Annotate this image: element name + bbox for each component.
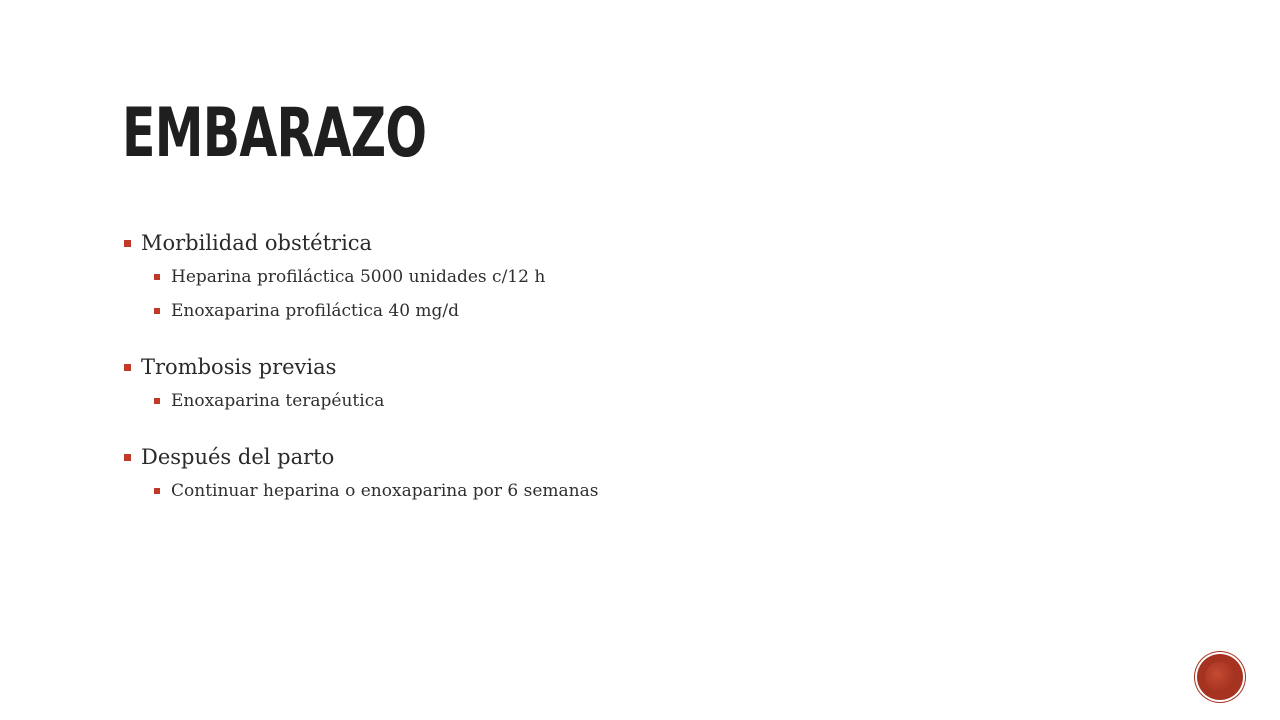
section-heading: Morbilidad obstétrica: [141, 231, 373, 255]
sub-bullet-text: Heparina profiláctica 5000 unidades c/12 h: [171, 267, 546, 287]
sub-bullet-item: [124, 384, 1124, 418]
section-heading: Trombosis previas: [141, 355, 337, 379]
sub-bullet-item: [124, 294, 1124, 328]
square-bullet-icon: [124, 364, 131, 371]
sub-bullet-item: [124, 260, 1124, 294]
bullet-item: [124, 440, 1124, 474]
sub-bullet-list: [124, 384, 1124, 418]
decorative-circle-badge: [1197, 654, 1243, 700]
sub-bullet-text: Enoxaparina profiláctica 40 mg/d: [171, 301, 460, 321]
section-heading: Después del parto: [141, 445, 335, 469]
square-bullet-icon: [154, 488, 160, 494]
section-trombosis: [124, 350, 1124, 418]
square-bullet-icon: [124, 454, 131, 461]
bullet-item: [124, 350, 1124, 384]
square-bullet-icon: [154, 274, 160, 280]
square-bullet-icon: [124, 240, 131, 247]
bullet-item: [124, 226, 1124, 260]
section-despues-parto: [124, 440, 1124, 508]
sub-bullet-text: Continuar heparina o enoxaparina por 6 semanas: [171, 481, 599, 501]
sub-bullet-list: [124, 260, 1124, 328]
slide-title: EMBARAZO: [122, 94, 427, 173]
square-bullet-icon: [154, 398, 160, 404]
bullet-list: [124, 226, 1124, 508]
sub-bullet-text: Enoxaparina terapéutica: [171, 391, 385, 411]
section-morbilidad: [124, 226, 1124, 328]
square-bullet-icon: [154, 308, 160, 314]
sub-bullet-item: [124, 474, 1124, 508]
sub-bullet-list: [124, 474, 1124, 508]
